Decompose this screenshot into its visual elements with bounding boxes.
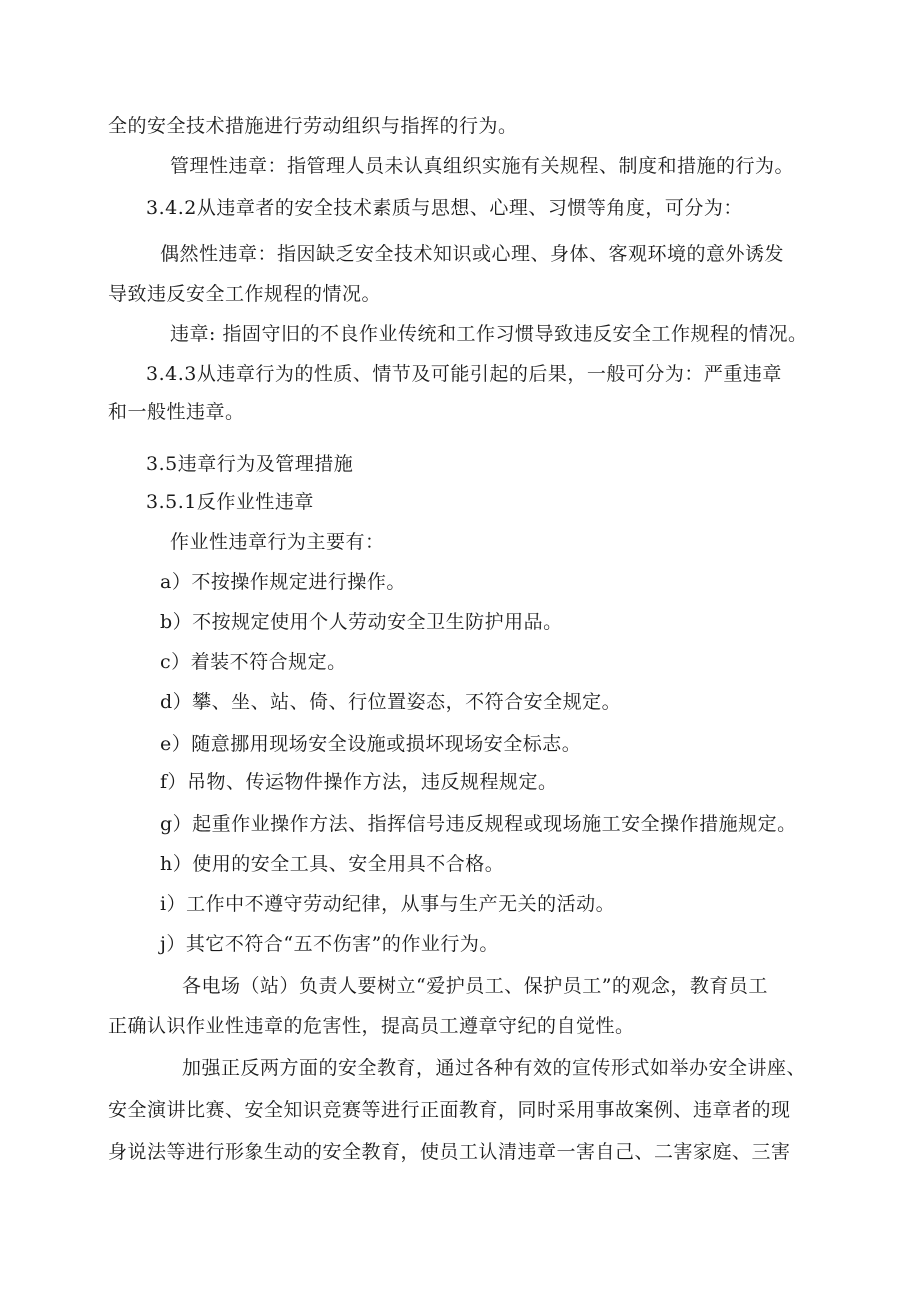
section-heading-3-5-1: 3.5.1反作业性违章	[146, 491, 314, 513]
section-heading-3-5: 3.5违章行为及管理措施	[146, 453, 354, 475]
text-line: 正确认识作业性违章的危害性，提高员工遵章守纪的自觉性。	[108, 1015, 635, 1037]
list-item-d: d）攀、坐、站、倚、行位置姿态，不符合安全规定。	[160, 691, 622, 713]
text-line: 和一般性违章。	[108, 401, 245, 423]
text-line: 安全演讲比赛、安全知识竞赛等进行正面教育，同时采用事故案例、违章者的现	[108, 1099, 791, 1121]
text-line: 身说法等进行形象生动的安全教育，使员工认清违章一害自己、二害家庭、三害	[108, 1141, 791, 1163]
list-item-g: g）起重作业操作方法、指挥信号违反规程或现场施工安全操作措施规定。	[160, 813, 797, 835]
text-line: 各电场（站）负责人要树立“爱护员工、保护员工”的观念，教育员工	[182, 975, 768, 997]
list-item-f: f）吊物、传运物件操作方法，违反规程规定。	[160, 771, 558, 793]
list-item-e: e）随意挪用现场安全设施或损坏现场安全标志。	[160, 733, 582, 755]
section-heading-3-4-3: 3.4.3从违章行为的性质、情节及可能引起的后果，一般可分为：严重违章	[146, 363, 782, 385]
text-line: 加强正反两方面的安全教育，通过各种有效的宣传形式如举办安全讲座、	[182, 1057, 807, 1079]
text-line: 全的安全技术措施进行劳动组织与指挥的行为。	[108, 115, 518, 137]
list-item-a: a）不按操作规定进行操作。	[160, 571, 406, 593]
list-item-h: h）使用的安全工具、安全用具不合格。	[160, 853, 505, 875]
text-line: 违章: 指固守旧的不良作业传统和工作习惯导致违反安全工作规程的情况。	[170, 323, 808, 345]
list-item-b: b）不按规定使用个人劳动安全卫生防护用品。	[160, 611, 563, 633]
text-line: 偶然性违章：指因缺乏安全技术知识或心理、身体、客观环境的意外诱发	[160, 243, 785, 265]
list-item-j: j）其它不符合“五不伤害”的作业行为。	[160, 933, 499, 955]
list-item-i: i）工作中不遵守劳动纪律，从事与生产无关的活动。	[160, 893, 616, 915]
list-item-c: c）着装不符合规定。	[160, 651, 347, 673]
text-line: 导致违反安全工作规程的情况。	[108, 283, 382, 305]
text-line: 管理性违章：指管理人员未认真组织实施有关规程、制度和措施的行为。	[170, 155, 795, 177]
section-heading-3-4-2: 3.4.2从违章者的安全技术素质与思想、心理、习惯等角度，可分为：	[146, 197, 743, 219]
text-line: 作业性违章行为主要有：	[170, 531, 385, 553]
